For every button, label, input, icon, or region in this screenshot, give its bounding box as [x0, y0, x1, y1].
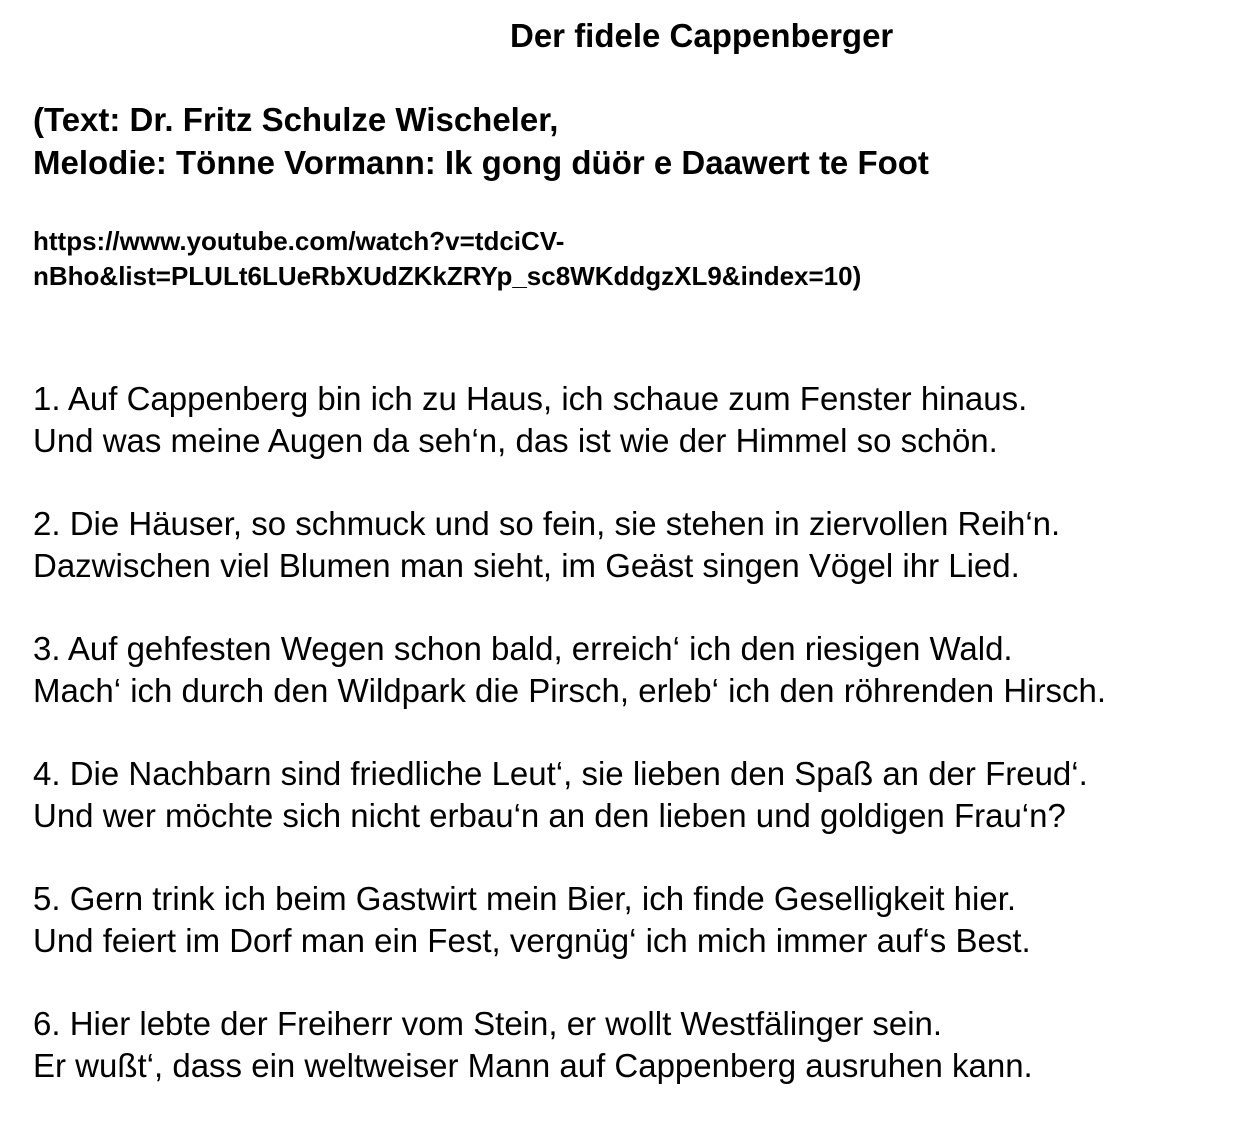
verse-line: Und feiert im Dorf man ein Fest, vergnüg‘ ich mich immer auf‘s Best.	[33, 922, 1031, 959]
verse-line: Mach‘ ich durch den Wildpark die Pirsch, erleb‘ ich den röhrenden Hirsch.	[33, 672, 1106, 709]
verse-line: 1. Auf Cappenberg bin ich zu Haus, ich schaue zum Fenster hinaus.	[33, 380, 1028, 417]
verse-line: Und wer möchte sich nicht erbau‘n an den lieben und goldigen Frau‘n?	[33, 797, 1066, 834]
page-title: Der fidele Cappenberger	[510, 17, 894, 54]
verse-4	[33, 753, 1106, 837]
source-link-block	[33, 224, 861, 294]
verse-line: 4. Die Nachbarn sind friedliche Leut‘, sie lieben den Spaß an der Freud‘.	[33, 755, 1088, 792]
credits-text-line: (Text: Dr. Fritz Schulze Wischeler,	[33, 101, 559, 138]
verse-3	[33, 628, 1106, 712]
verses-list	[33, 378, 1106, 1128]
verse-line: Und was meine Augen da seh‘n, das ist wie der Himmel so schön.	[33, 422, 998, 459]
verse-5	[33, 878, 1106, 962]
credits-block	[33, 98, 929, 184]
verse-line: 2. Die Häuser, so schmuck und so fein, sie stehen in ziervollen Reih‘n.	[33, 505, 1061, 542]
verse-2	[33, 503, 1106, 587]
verse-1	[33, 378, 1106, 462]
verse-line: Dazwischen viel Blumen man sieht, im Geäst singen Vögel ihr Lied.	[33, 547, 1020, 584]
credits-melody-line: Melodie: Tönne Vormann: Ik gong düör e Daawert te Foot	[33, 144, 929, 181]
source-url-line-1: https://www.youtube.com/watch?v=tdciCV-	[33, 226, 565, 256]
verse-line: 6. Hier lebte der Freiherr vom Stein, er wollt Westfälinger sein.	[33, 1005, 943, 1042]
verse-line: Er wußt‘, dass ein weltweiser Mann auf Cappenberg ausruhen kann.	[33, 1047, 1033, 1084]
verse-6	[33, 1003, 1106, 1087]
verse-line: 5. Gern trink ich beim Gastwirt mein Bier, ich finde Geselligkeit hier.	[33, 880, 1017, 917]
verse-line: 3. Auf gehfesten Wegen schon bald, erreich‘ ich den riesigen Wald.	[33, 630, 1013, 667]
source-url-line-2: nBho&list=PLULt6LUeRbXUdZKkZRYp_sc8WKddgzXL9&index=10)	[33, 261, 862, 291]
